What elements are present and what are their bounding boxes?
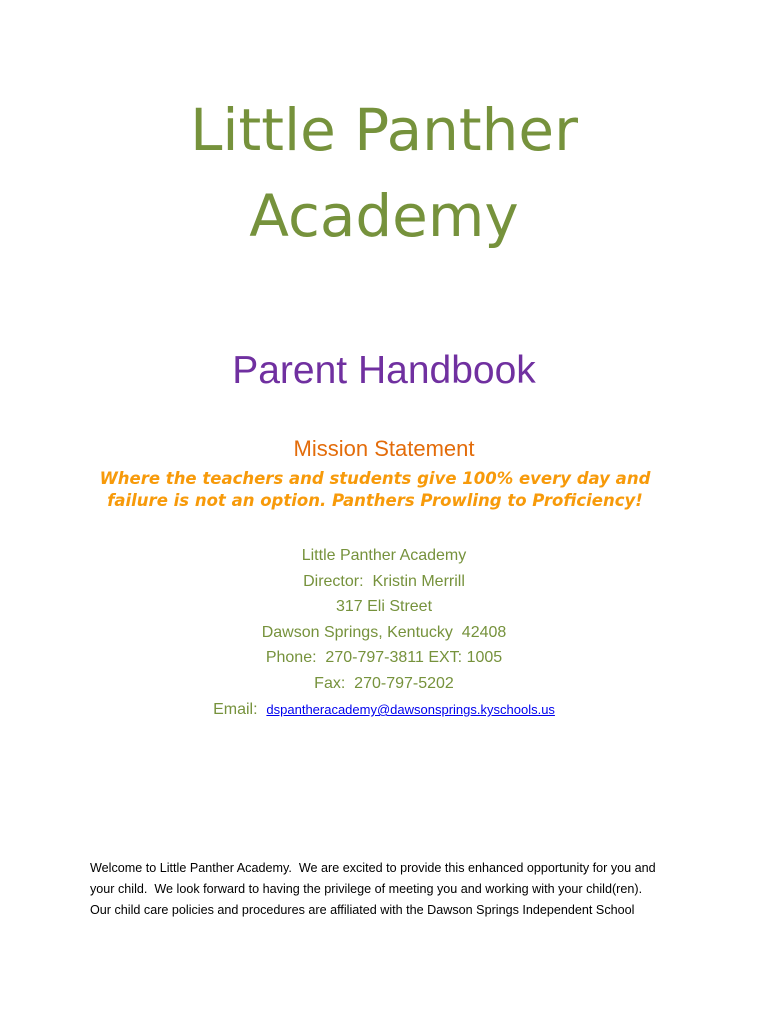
- contact-street: 317 Eli Street: [335, 598, 433, 615]
- welcome-line-2: your child. We look forward to having the privilege of meeting you and working with your child(ren).: [90, 882, 643, 896]
- mission-line-1: Where the teachers and students give 100% every day and: [99, 469, 651, 488]
- welcome-line-1: Welcome to Little Panther Academy. We are excited to provide this enhanced opportunity for you and: [90, 861, 656, 875]
- mission-heading: Mission Statement: [293, 436, 475, 461]
- welcome-line-3: Our child care policies and procedures are affiliated with the Dawson Springs Independent School: [90, 903, 635, 917]
- title-line-2: Academy: [249, 182, 519, 250]
- document-subtitle: Parent Handbook: [232, 349, 536, 392]
- contact-block: [0, 543, 768, 722]
- contact-email-row: [0, 698, 768, 722]
- contact-director: Director: Kristin Merrill: [303, 572, 465, 590]
- mission-statement: [70, 468, 680, 512]
- document-title: [0, 87, 768, 259]
- mission-line-2: failure is not an option. Panthers Prowling to Proficiency!: [107, 491, 643, 510]
- contact-fax: Fax: 270-797-5202: [314, 674, 454, 692]
- contact-city: Dawson Springs, Kentucky 42408: [261, 623, 507, 641]
- title-line-1: Little Panther: [190, 96, 578, 164]
- email-link[interactable]: dspantheracademy@dawsonsprings.kyschools.us: [266, 702, 555, 717]
- contact-name: Little Panther Academy: [301, 547, 467, 564]
- email-label: Email:: [213, 701, 267, 718]
- contact-phone: Phone: 270-797-3811 EXT: 1005: [265, 649, 503, 666]
- welcome-paragraph: [90, 858, 690, 921]
